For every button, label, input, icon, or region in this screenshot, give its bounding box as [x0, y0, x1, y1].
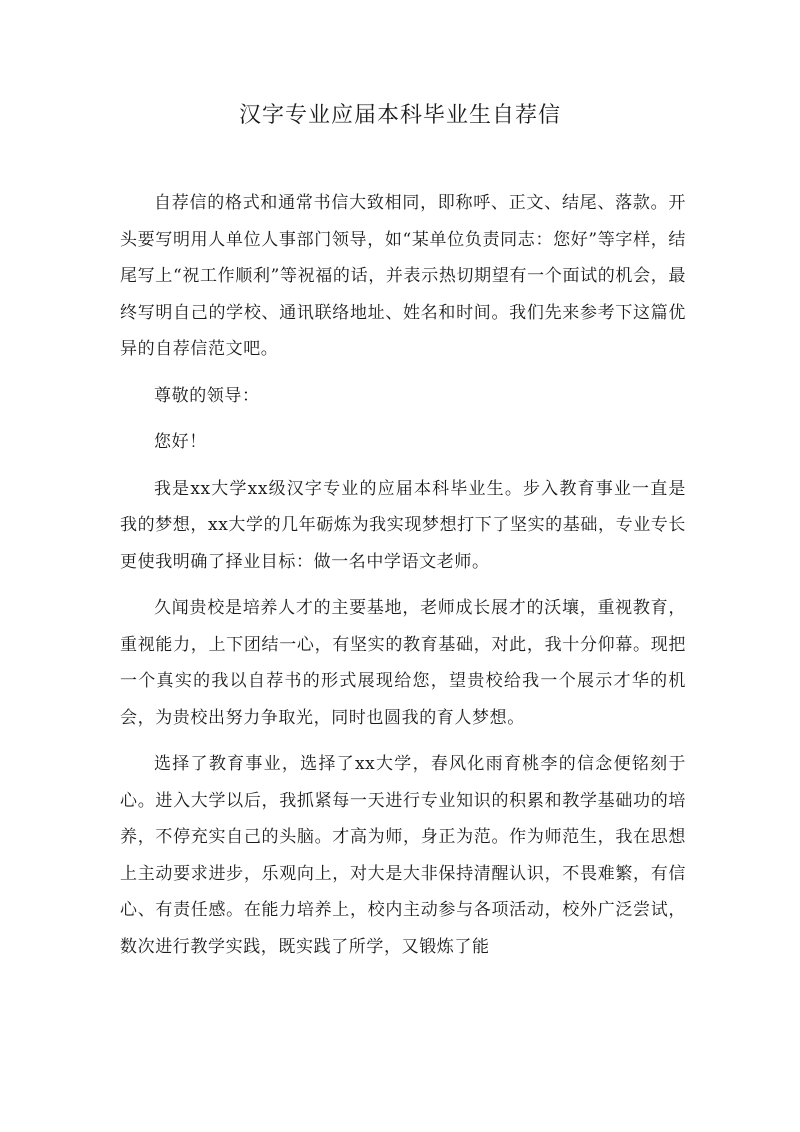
intro-paragraph: 自荐信的格式和通常书信大致相同，即称呼、正文、结尾、落款。开头要写明用人单位人事部门领导，如“某单位负责同志：您好”等字样，结尾写上“祝工作顺利”等祝福的话，并表示热切期望有一个面试的机会，最终写明自己的学校、通讯联络地址、姓名和时间。我们先来参考下这篇优异的自荐信范文吧。	[120, 193, 686, 359]
body-paragraph: 我是xx大学xx级汉字专业的应届本科毕业生。步入教育事业一直是我的梦想，xx大学的几年砺炼为我实现梦想打下了坚实的基础，专业专长更使我明确了择业目标：做一名中学语文老师。	[120, 478, 686, 572]
document-title: 汉字专业应届本科毕业生自荐信	[238, 103, 561, 128]
document-body	[120, 185, 686, 975]
greeting: 您好！	[154, 432, 207, 452]
body-paragraph: 选择了教育事业，选择了xx大学，春风化雨育桃李的信念便铭刻于心。进入大学以后，我抓紧每一天进行专业知识的积累和教学基础功的培养，不停充实自己的头脑。才高为师，身正为范。作为师范生，我在思想上主动要求进步，乐观向上，对大是大非保持清醒认识，不畏难繁，有信心、有责任感。在能力培养上，校内主动参与各项活动，校外广泛尝试，数次进行教学实践，既实践了所学，又锻炼了能	[120, 754, 686, 957]
salutation: 尊敬的领导：	[154, 385, 260, 406]
body-paragraph: 久闻贵校是培养人才的主要基地，老师成长展才的沃壤，重视教育，重视能力，上下团结一心，有坚实的教育基础，对此，我十分仰幕。现把一个真实的我以自荐书的形式展现给您，望贵校给我一个展示才华的机会，为贵校出努力争取光，同时也圆我的育人梦想。	[120, 598, 686, 728]
